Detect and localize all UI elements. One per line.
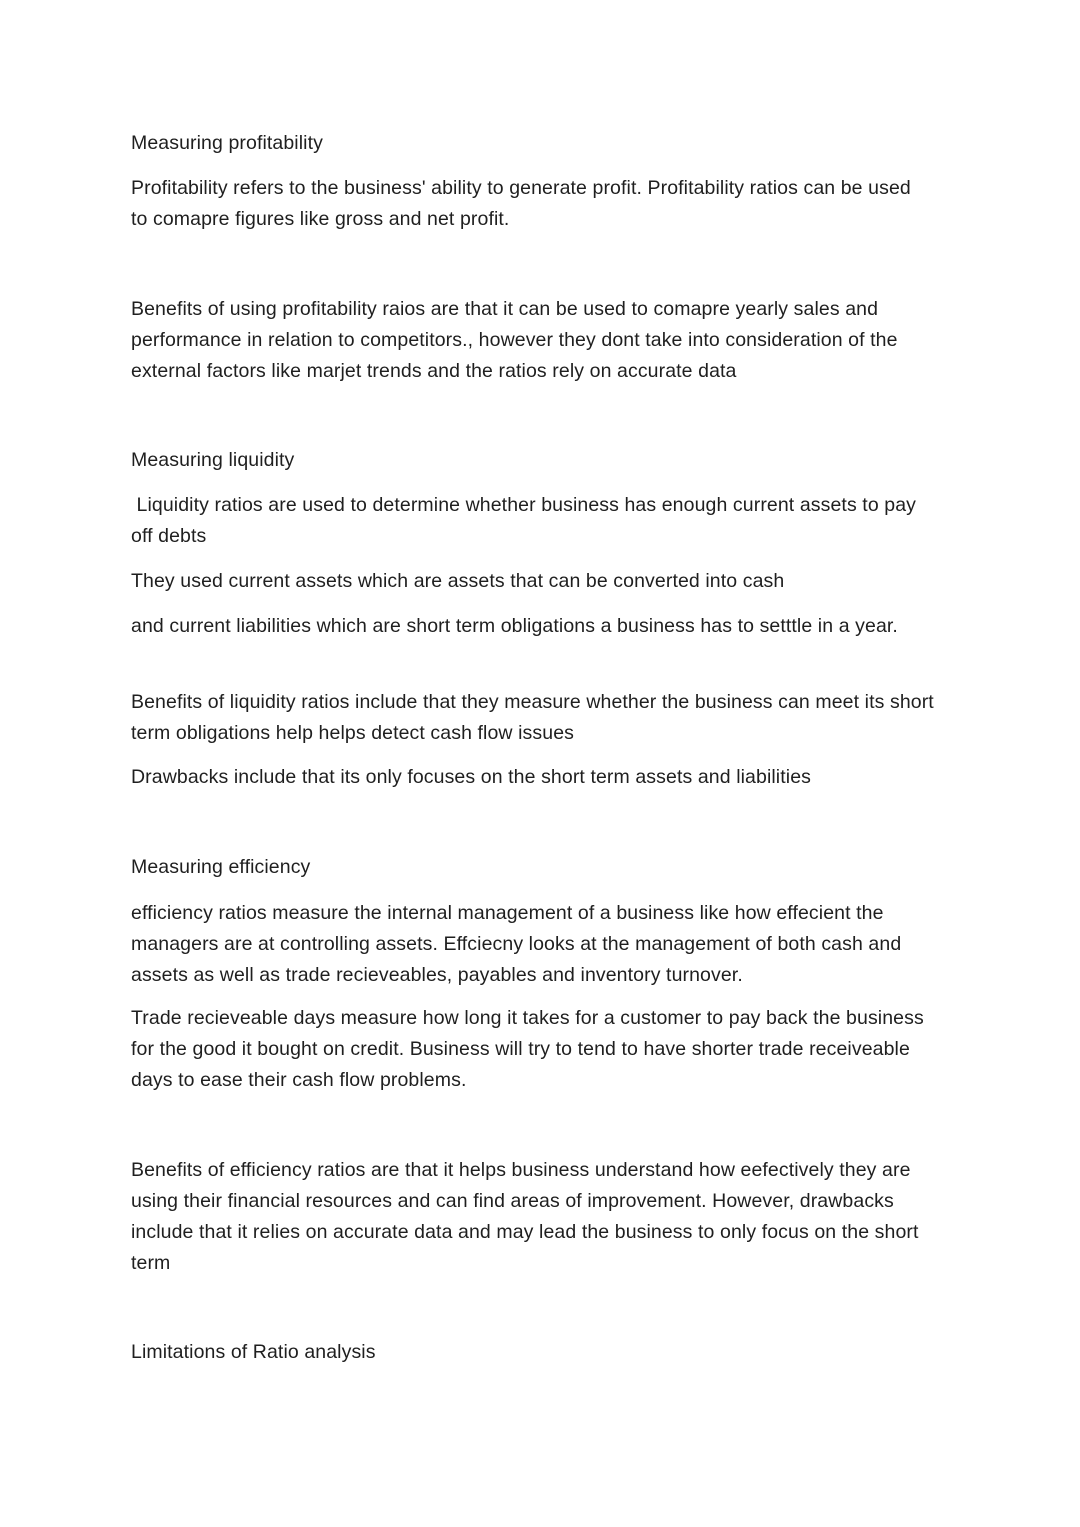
paragraph-liquidity-drawbacks: Drawbacks include that its only focuses on the short term assets and liabilities [131,766,811,788]
paragraph-profitability-benefits: Benefits of using profitability raios are that it can be used to comapre yearly sales and performance in relation to competitors., however they dont take into consideration of the external factors like marjet trends and the ratios rely on accurate data [131,298,898,382]
heading-measuring-efficiency: Measuring efficiency [131,856,311,878]
paragraph-profitability-definition: Profitability refers to the business' ability to generate profit. Profitability ratios can be used to comapre figures like gross and net profit. [131,177,911,230]
paragraph-efficiency-benefits: Benefits of efficiency ratios are that it helps business understand how eefectively they are using their financial resources and can find areas of improvement. However, drawbacks include that it relies on accurate data and may lead the business to only focus on the short term [131,1159,919,1274]
paragraph-current-assets: They used current assets which are assets that can be converted into cash [131,570,785,592]
paragraph-trade-receivable-days: Trade recieveable days measure how long it takes for a customer to pay back the business for the good it bought on credit. Business will try to tend to have shorter trade receiveable days to ease their cash flow problems. [131,1007,924,1091]
paragraph-liquidity-definition: Liquidity ratios are used to determine whether business has enough current assets to pay off debts [131,494,922,547]
paragraph-efficiency-definition: efficiency ratios measure the internal management of a business like how effecient the managers are at controlling assets. Effciecny looks at the management of both cash and assets as well as trade recieveables, payables and inventory turnover. [131,902,902,986]
heading-limitations-of-ratio-analysis: Limitations of Ratio analysis [131,1341,376,1363]
paragraph-current-liabilities: and current liabilities which are short term obligations a business has to setttle in a year. [131,615,898,637]
heading-measuring-profitability: Measuring profitability [131,132,323,154]
paragraph-liquidity-benefits: Benefits of liquidity ratios include that they measure whether the business can meet its short term obligations help helps detect cash flow issues [131,691,934,744]
heading-measuring-liquidity: Measuring liquidity [131,449,295,471]
